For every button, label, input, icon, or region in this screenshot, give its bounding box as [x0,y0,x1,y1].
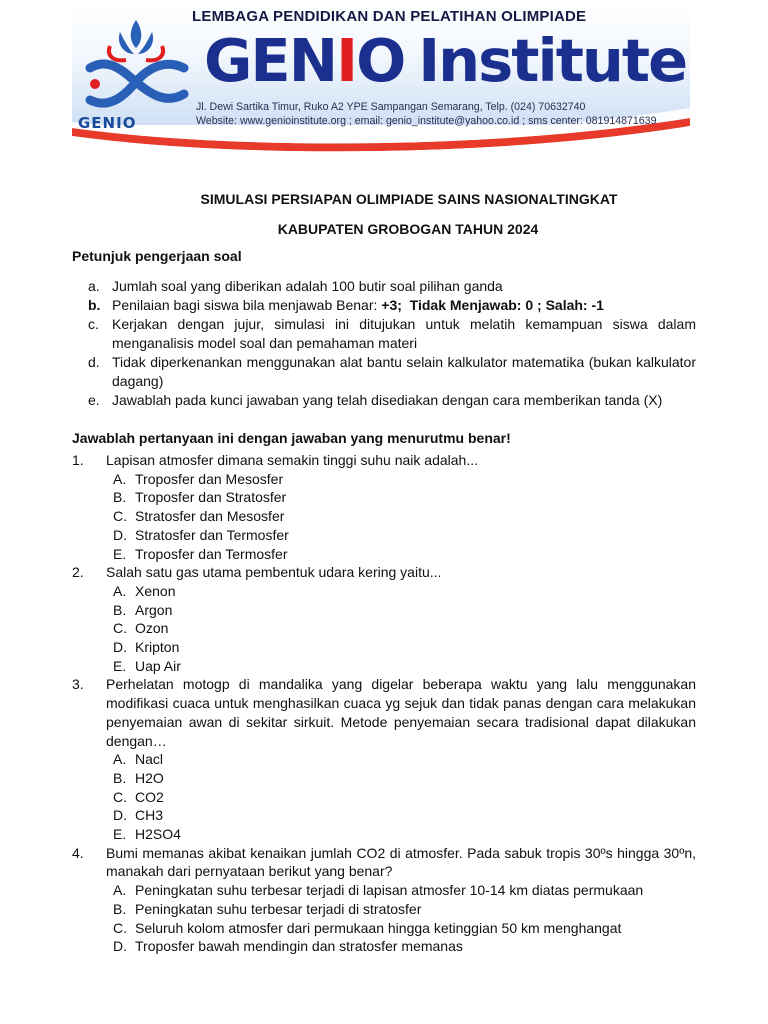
option-text: Stratosfer dan Termosfer [135,526,289,543]
option-text: Troposfer bawah mendingin dan stratosfer memanas [135,938,463,955]
answer-option [72,900,696,919]
option-letter: C. [113,508,127,525]
scoring-values: +3; Tidak Menjawab: 0 ; Salah: -1 [377,297,604,313]
contact-line: Website: www.genioinstitute.org ; email: genio_institute@yahoo.co.id ; sms center: 081914871639 [196,115,657,127]
answer-option [72,788,696,807]
question [72,675,696,750]
document-title: SIMULASI PERSIAPAN OLIMPIADE SAINS NASIONALTINGKAT [200,191,618,207]
option-text: Troposfer dan Termosfer [135,545,288,562]
answer-option [72,619,696,638]
instruction-item [88,296,696,315]
option-text: Xenon [135,582,176,599]
instructions-heading: Petunjuk pengerjaan soal [72,248,242,264]
instruction-marker: c. [88,316,99,332]
option-text: CH3 [135,807,164,824]
option-letter: D. [113,639,127,656]
instruction-text: Kerjakan dengan jujur, simulasi ini ditujukan untuk melatih kemampuan siswa dalam menganalisis model soal dan pemahaman materi [112,316,696,351]
instruction-item [88,391,696,410]
answer-option [72,919,696,938]
option-letter: A. [113,751,127,768]
questions-list [72,451,696,956]
option-letter: B. [113,900,127,917]
answer-option [72,881,696,900]
option-letter: C. [113,919,127,936]
address-line: Jl. Dewi Sartika Timur, Ruko A2 YPE Sampangan Semarang, Telp. (024) 70632740 [196,101,586,113]
organization-name: LEMBAGA PENDIDIKAN DAN PELATIHAN OLIMPIADE [192,8,587,25]
question-number: 4. [72,844,84,861]
answer-option [72,750,696,769]
brand-institute: Institute [418,26,687,95]
option-text: Stratosfer dan Mesosfer [135,508,285,525]
answer-option [72,769,696,788]
genio-logo-text: GENIO [78,114,137,132]
option-letter: D. [113,938,127,955]
answer-option [72,488,696,507]
answer-option [72,937,696,956]
option-letter: A. [113,582,127,599]
option-text: Troposfer dan Stratosfer [135,489,287,506]
instruction-marker: b. [88,297,101,313]
question-text: Lapisan atmosfer dimana semakin tinggi suhu naik adalah... [106,452,478,468]
option-text: Ozon [135,620,169,637]
option-text: H2O [135,769,164,786]
option-letter: E. [113,657,127,674]
option-letter: D. [113,807,127,824]
option-text: Peningkatan suhu terbesar terjadi di lapisan atmosfer 10-14 km diatas permukaan [135,882,644,899]
answer-option [72,507,696,526]
option-text: Argon [135,601,173,618]
question-text: Bumi memanas akibat kenaikan jumlah CO2 di atmosfer. Pada sabuk tropis 30ºs hingga 30ºn, manakah dari pernyataan berikut yang benar? [106,844,696,880]
genio-logo-icon [80,10,192,122]
instruction-marker: a. [88,278,100,294]
instruction-item [88,277,696,296]
option-letter: B. [113,601,127,618]
option-letter: A. [113,882,127,899]
answer-option [72,526,696,545]
question-number: 2. [72,564,84,581]
question-text: Perhelatan motogp di mandalika yang digelar beberapa waktu yang lalu menggunakan modifikasi cuaca untuk menghasilkan cuaca yg sejuk dan tidak panas dengan cara melakukan penyemaian awan di sekitar sirkuit. Metode penyemaian secara tradisional dapat dilakukan dengan… [106,676,696,749]
answer-option [72,657,696,676]
instruction-text: Jawablah pada kunci jawaban yang telah disediakan dengan cara memberikan tanda (X) [112,392,663,408]
answer-option [72,470,696,489]
instruction-item [88,315,696,353]
instruction-text [112,296,696,315]
option-text: Nacl [135,751,164,768]
answer-option [72,582,696,601]
instructions-list [88,277,696,410]
header-banner [72,0,690,158]
answer-option [72,601,696,620]
answer-option [72,825,696,844]
option-letter: C. [113,788,127,805]
answer-option [72,638,696,657]
instruction-marker: e. [88,392,100,408]
question-text: Salah satu gas utama pembentuk udara kering yaitu... [106,564,442,581]
option-letter: A. [113,470,127,487]
option-text: CO2 [135,788,164,805]
option-text: Peningkatan suhu terbesar terjadi di stratosfer [135,900,422,917]
option-letter: B. [113,769,127,786]
question [72,563,696,582]
option-text: Uap Air [135,657,181,674]
option-letter: E. [113,826,127,843]
option-letter: B. [113,489,127,506]
question-number: 1. [72,452,84,468]
answer-option [72,545,696,564]
option-text: Seluruh kolom atmosfer dari permukaan hingga ketinggian 50 km menghangat [135,919,622,936]
option-text: H2SO4 [135,826,181,843]
answer-option [72,806,696,825]
questions-heading: Jawablah pertanyaan ini dengan jawaban yang menurutmu benar! [72,430,511,446]
question [72,451,696,470]
question-number: 3. [72,676,84,693]
instruction-item [88,353,696,391]
brand-o: O [356,26,405,95]
brand-i: I [336,26,357,95]
instruction-marker: d. [88,354,100,370]
instruction-text: Jumlah soal yang diberikan adalah 100 butir soal pilihan ganda [112,278,503,294]
scoring-label: Penilaian bagi siswa bila menjawab Benar: [112,297,378,313]
instruction-text: Tidak diperkenankan menggunakan alat bantu selain kalkulator matematika (bukan kalkulator dagang) [112,354,696,389]
brand-title [204,26,687,95]
brand-gen: GEN [204,26,337,95]
document-subtitle: KABUPATEN GROBOGAN TAHUN 2024 [277,221,539,237]
option-text: Troposfer dan Mesosfer [135,470,284,487]
option-letter: C. [113,620,127,637]
option-text: Kripton [135,639,180,656]
option-letter: D. [113,526,127,543]
option-letter: E. [113,545,127,562]
question [72,844,696,881]
